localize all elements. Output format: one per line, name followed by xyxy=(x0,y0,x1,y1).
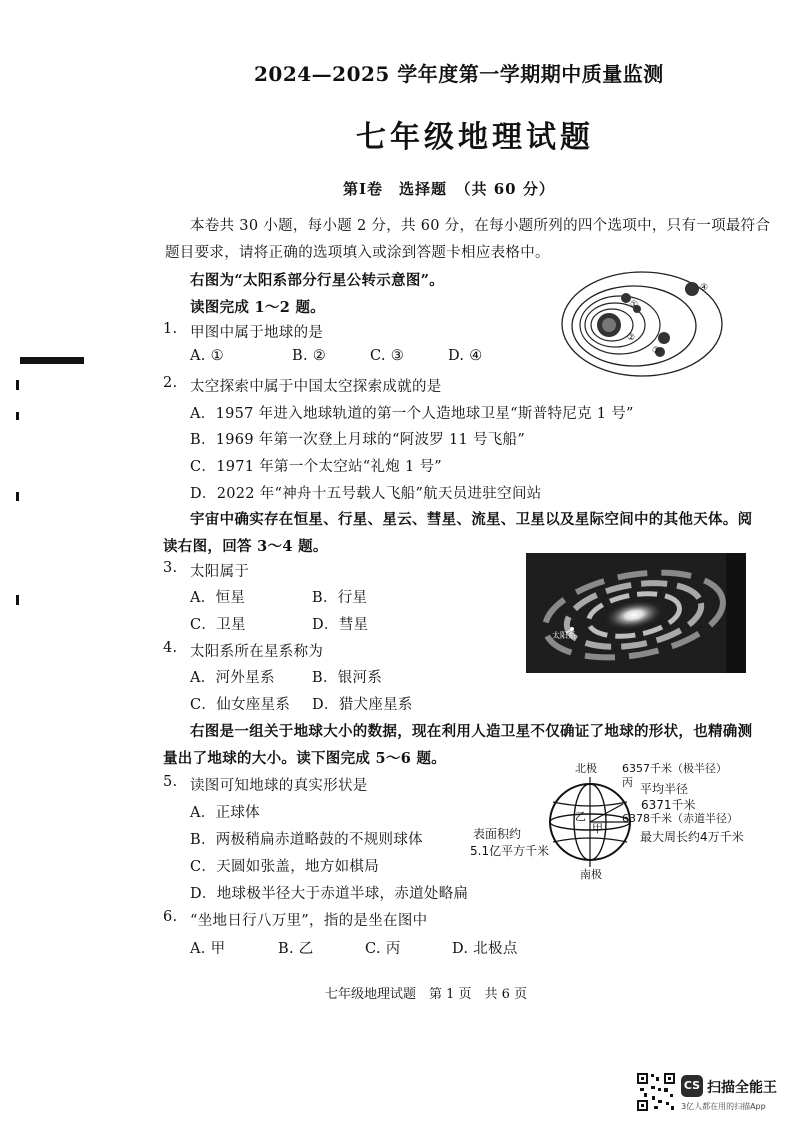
q3-text: 太阳属于 xyxy=(190,564,250,580)
q2-option-c[interactable]: C．1971 年第一个太空站“礼炮 1 号” xyxy=(190,459,442,475)
q3-number: 3. xyxy=(163,560,178,576)
q5-option-a[interactable]: A．正球体 xyxy=(190,805,260,821)
q3-option-a[interactable]: A．恒星 xyxy=(190,590,246,606)
scanner-logo: CS xyxy=(681,1075,703,1097)
q4-number: 4. xyxy=(163,640,178,656)
subject-title: 七年级地理试题 xyxy=(356,120,594,155)
q3-option-c[interactable]: C．卫星 xyxy=(190,617,246,633)
q4-text: 太阳系所在星系称为 xyxy=(190,644,324,660)
q4-option-a[interactable]: A．河外星系 xyxy=(190,670,275,686)
orbit-label-2: ② xyxy=(627,333,636,343)
q1-option-b[interactable]: B. ② xyxy=(292,348,327,364)
group3-stem-1: 右图是一组关于地球大小的数据，现在利用人造卫星不仅确证了地球的形状，也精确测 xyxy=(190,723,753,740)
q3-option-b[interactable]: B．行星 xyxy=(312,590,368,606)
intro-line-1: 本卷共 30 小题，每小题 2 分，共 60 分，在每小题所列的四个选项中，只有一项最符合 xyxy=(190,218,771,234)
q2-option-b[interactable]: B．1969 年第一次登上月球的“阿波罗 11 号飞船” xyxy=(190,432,526,448)
q1-text: 甲图中属于地球的是 xyxy=(190,325,324,341)
q6-text: “坐地日行八万里”，指的是坐在图中 xyxy=(190,913,428,929)
group1-stem-1: 右图为“太阳系部分行星公转示意图”。 xyxy=(190,272,445,289)
q5-option-c[interactable]: C．天圆如张盖，地方如棋局 xyxy=(190,859,379,875)
q4-option-c[interactable]: C．仙女座星系 xyxy=(190,697,291,713)
q6-option-c[interactable]: C. 丙 xyxy=(365,941,401,957)
page-footer: 七年级地理试题 第 1 页 共 6 页 xyxy=(325,987,528,1002)
q6-number: 6. xyxy=(163,909,178,925)
q1-option-d[interactable]: D. ④ xyxy=(448,348,483,364)
earth-polar-radius: 6357千米（极半径） xyxy=(622,762,727,775)
orbit-label-1: ① xyxy=(630,300,639,310)
section-title: 第Ⅰ卷 选择题 （共 60 分） xyxy=(343,180,555,198)
q6-option-b[interactable]: B. 乙 xyxy=(278,941,314,957)
group3-stem-2: 量出了地球的大小。读下图完成 5～6 题。 xyxy=(163,750,447,767)
scan-mark xyxy=(16,492,19,501)
q3-option-d[interactable]: D．彗星 xyxy=(312,617,369,633)
q4-option-b[interactable]: B．银河系 xyxy=(312,670,383,686)
exam-title: 2024—2025 学年度第一学期期中质量监测 xyxy=(254,62,664,86)
earth-north-label: 北极 xyxy=(575,762,597,775)
orbit-label-3: ③ xyxy=(652,346,661,356)
earth-jia-label: 甲 xyxy=(592,822,603,835)
earth-area-value: 5.1亿平方千米 xyxy=(470,844,550,858)
q2-number: 2. xyxy=(163,375,178,391)
q2-text: 太空探索中属于中国太空探索成就的是 xyxy=(190,379,442,395)
group1-stem-2: 读图完成 1～2 题。 xyxy=(190,299,326,316)
scan-mark xyxy=(16,595,19,605)
group2-stem-2: 读右图，回答 3～4 题。 xyxy=(163,538,328,555)
earth-south-label: 南极 xyxy=(580,868,602,881)
earth-equator-radius: 6378千米（赤道半径） xyxy=(622,812,738,825)
scanner-slogan: 3亿人都在用的扫描App xyxy=(681,1102,766,1111)
q1-number: 1. xyxy=(163,321,178,337)
q4-option-d[interactable]: D．猎犬座星系 xyxy=(312,697,413,713)
q2-option-a[interactable]: A．1957 年进入地球轨道的第一个人造地球卫星“斯普特尼克 1 号” xyxy=(190,406,634,422)
scan-mark xyxy=(16,412,19,420)
q2-option-d[interactable]: D．2022 年“神舟十五号载人飞船”航天员进驻空间站 xyxy=(190,486,542,502)
earth-bing-label: 丙 xyxy=(622,776,633,789)
q1-option-c[interactable]: C. ③ xyxy=(370,348,404,364)
scanner-app-name: 扫描全能王 xyxy=(707,1080,777,1096)
group2-stem-1: 宇宙中确实存在恒星、行星、星云、彗星、流星、卫星以及星际空间中的其他天体。阅 xyxy=(190,511,753,528)
qr-code xyxy=(636,1072,676,1112)
scan-mark xyxy=(16,380,19,390)
earth-mean-value: 6371千米 xyxy=(641,798,696,812)
galaxy-sun-label: 太阳系 xyxy=(552,631,576,640)
scan-mark xyxy=(20,357,84,364)
q5-option-b[interactable]: B．两极稍扁赤道略鼓的不规则球体 xyxy=(190,832,423,848)
earth-area-label: 表面积约 xyxy=(473,827,522,841)
earth-mean-label: 平均半径 xyxy=(640,782,689,796)
q5-option-d[interactable]: D．地球极半径大于赤道半球，赤道处略扁 xyxy=(190,886,469,902)
earth-yi-label: 乙 xyxy=(575,810,586,823)
q1-option-a[interactable]: A. ① xyxy=(190,348,224,364)
q5-text: 读图可知地球的真实形状是 xyxy=(190,778,368,794)
q5-number: 5. xyxy=(163,774,178,790)
intro-line-2: 题目要求，请将正确的选项填入或涂到答题卡相应表格中。 xyxy=(165,245,550,261)
galaxy-image xyxy=(526,553,746,673)
q6-option-a[interactable]: A. 甲 xyxy=(190,941,226,957)
q6-option-d[interactable]: D. 北极点 xyxy=(452,941,518,957)
orbit-label-4: ④ xyxy=(700,283,709,293)
earth-circumference: 最大周长约4万千米 xyxy=(640,830,744,844)
